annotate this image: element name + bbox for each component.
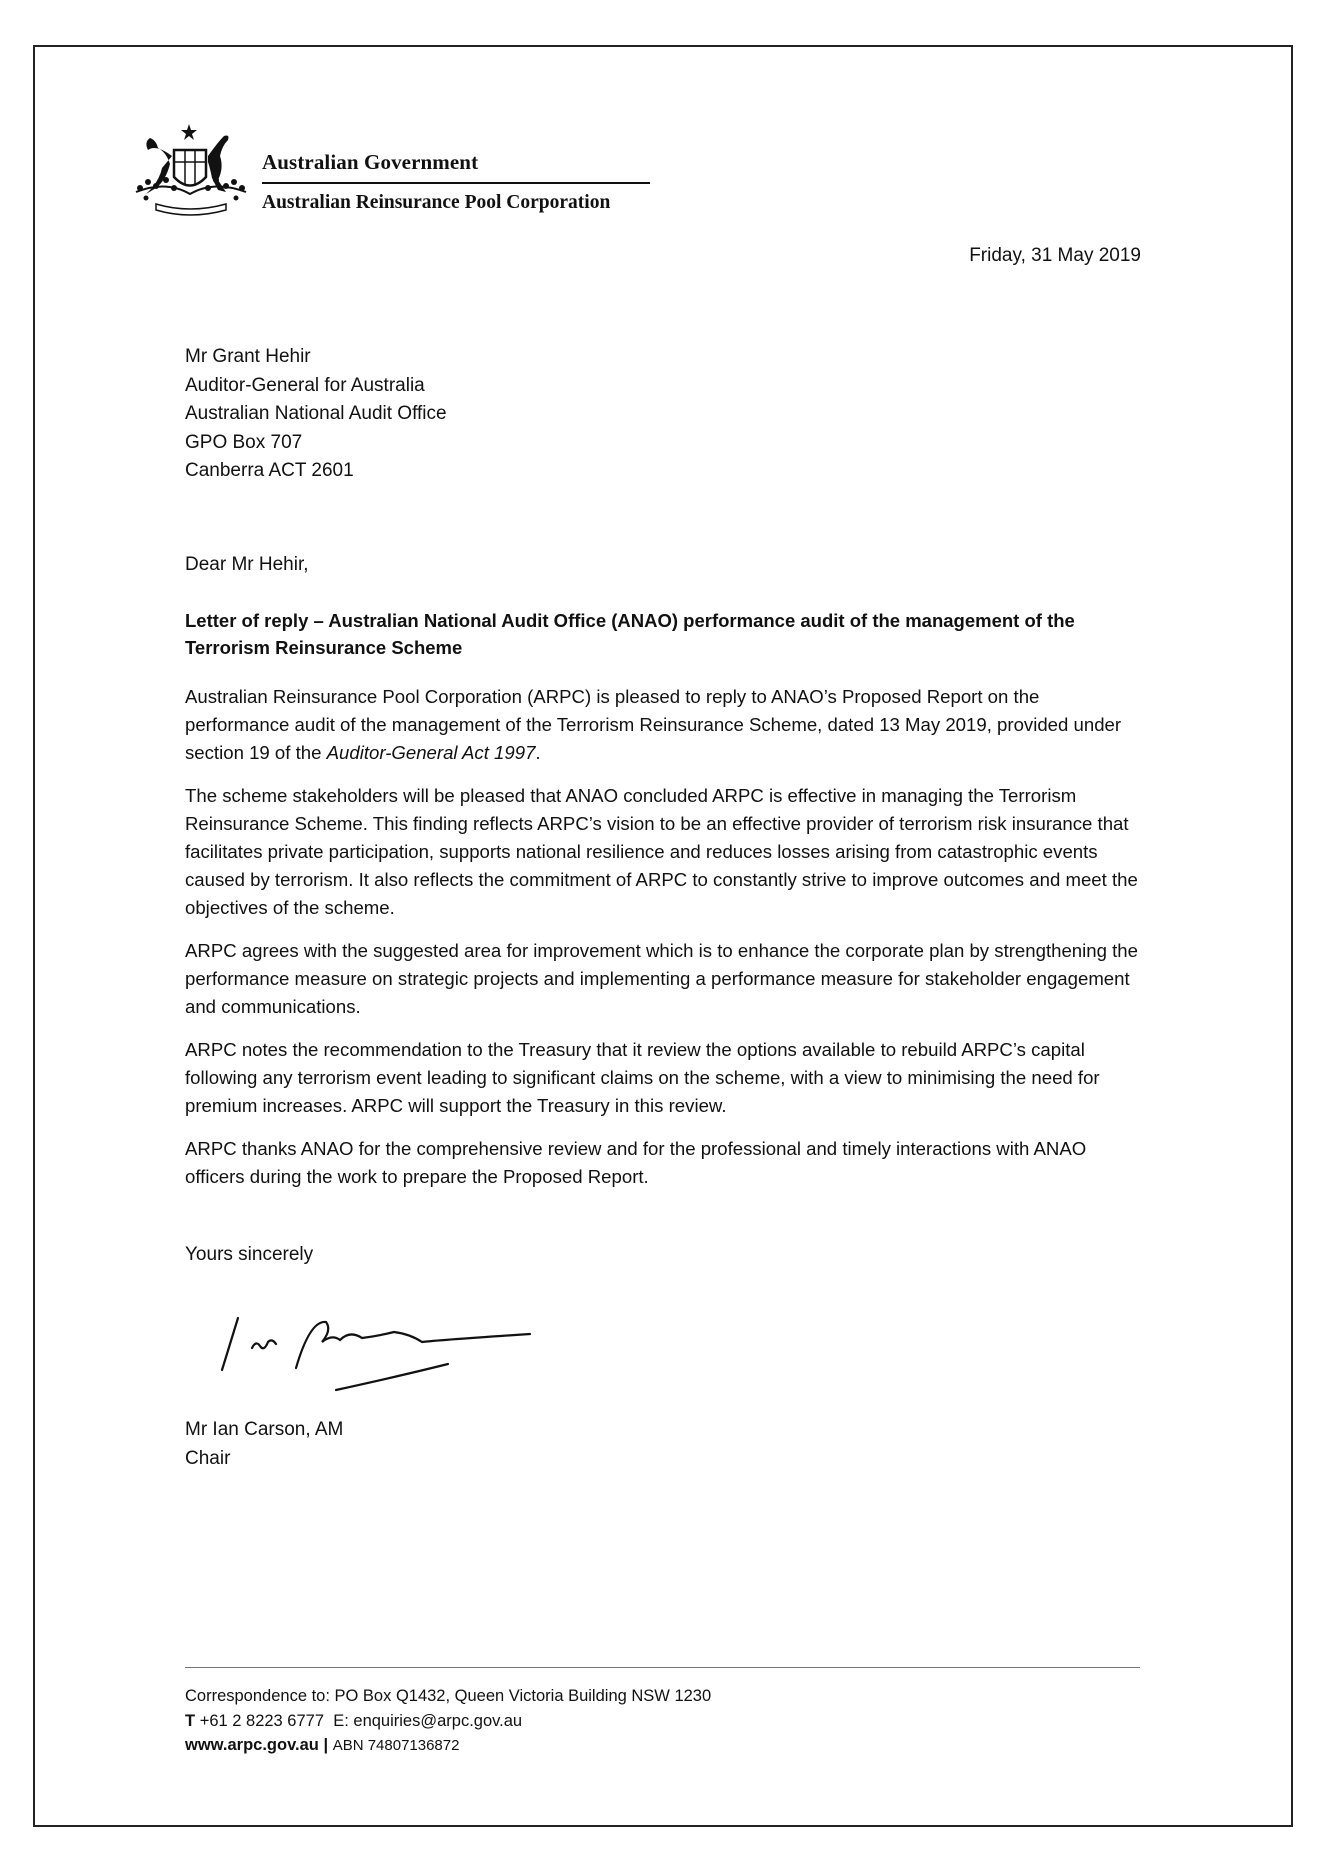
email-link[interactable]: enquiries@arpc.gov.au [353,1711,523,1730]
footer-web [185,1733,711,1759]
abn: ABN 74807136872 [332,1737,460,1754]
recipient-po-box: GPO Box 707 [185,431,303,453]
recipient-name: Mr Grant Hehir [185,346,311,367]
footer [185,1684,711,1759]
subject-line: Letter of reply – Australian National Audit Office (ANAO) performance audit of the management of the Terrorism Reinsurance Scheme [185,610,1075,658]
commonwealth-coat-of-arms-icon [126,122,256,222]
recipient-address [185,343,447,486]
recipient-organisation: Australian National Audit Office [185,403,447,424]
phone-number: +61 2 8223 6777 [199,1711,325,1730]
body-paragraph-5: ARPC thanks ANAO for the comprehensive review and for the professional and timely interactions with ANAO officers during the work to prepare the Proposed Report. [185,1138,1087,1187]
closing: Yours sincerely [185,1244,314,1265]
body-paragraph-2: The scheme stakeholders will be pleased that ANAO concluded ARPC is effective in managing the Terrorism Reinsurance Scheme. This finding reflects ARPC’s vision to be an effective provider of terrorism risk insurance that facilitates private participation, supports national resilience and reduces losses arising from catastrophic events caused by terrorism. It also reflects the commitment of ARPC to constantly strive to improve outcomes and meet the objectives of the scheme. [185,785,1138,918]
letter-body [185,683,1147,1206]
phone-label: T [185,1711,196,1730]
recipient-title: Auditor-General for Australia [185,374,425,396]
letterhead-divider [262,182,650,184]
signer-name: Mr Ian Carson, AM [185,1419,344,1440]
government-name: Australian Government [262,150,479,174]
signer-block [185,1416,343,1473]
website-link[interactable]: www.arpc.gov.au [185,1736,319,1754]
salutation: Dear Mr Hehir, [185,554,309,575]
recipient-city: Canberra ACT 2601 [185,460,354,481]
letter-date: Friday, 31 May 2019 [969,245,1141,266]
signature-icon [200,1290,650,1405]
body-paragraph-1: Australian Reinsurance Pool Corporation (ARPC) is pleased to reply to ANAO’s Proposed Report on the performance audit of the management of the Terrorism Reinsurance Scheme, dated 13 May 2019, provided under section 19 of the Auditor-General Act 1997. [185,686,1122,763]
footer-contact [185,1709,711,1734]
body-paragraph-3: ARPC agrees with the suggested area for improvement which is to enhance the corporate plan by strengthening the performance measure on strategic projects and implementing a performance measure for stakeholder engagement and communications. [185,940,1138,1017]
agency-name: Australian Reinsurance Pool Corporation [262,192,611,213]
body-paragraph-4: ARPC notes the recommendation to the Treasury that it review the options available to rebuild ARPC’s capital following any terrorism event leading to significant claims on the scheme, with a view to minimising the need for premium increases. ARPC will support the Treasury in this review. [185,1039,1100,1116]
act-title: Auditor-General Act 1997 [326,742,536,763]
signer-title: Chair [185,1447,231,1469]
footer-correspondence: Correspondence to: PO Box Q1432, Queen Victoria Building NSW 1230 [185,1687,712,1705]
email-label: E: [333,1711,349,1730]
footer-separator: | [323,1736,329,1754]
footer-divider [185,1667,1140,1668]
